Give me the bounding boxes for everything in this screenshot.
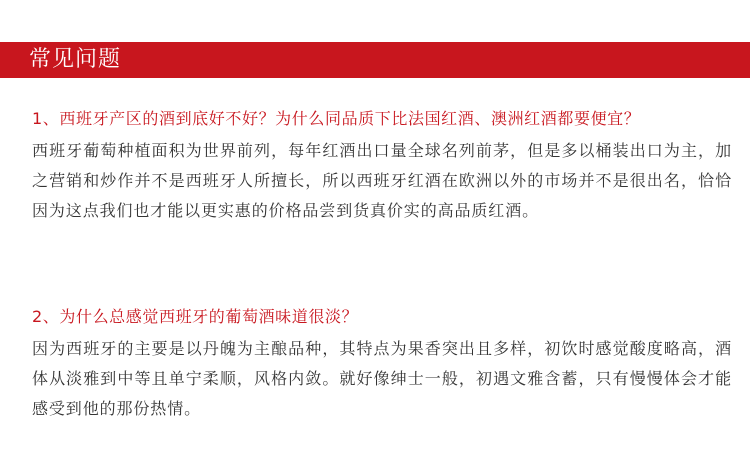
faq-question: 2、为什么总感觉西班牙的葡萄酒味道很淡？ [32, 307, 359, 326]
faq-item [32, 106, 732, 226]
section-header-bar [0, 42, 750, 78]
faq-question: 1、西班牙产区的酒到底好不好？为什么同品质下比法国红酒、澳洲红酒都要便宜？ [32, 109, 641, 128]
faq-answer: 西班牙葡萄种植面积为世界前列，每年红酒出口量全球名列前茅，但是多以桶装出口为主，加之营销和炒作并不是西班牙人所擅长，所以西班牙红酒在欧洲以外的市场并不是很出名，恰恰因为这点我们也才能以更实惠的价格品尝到货真价实的高品质红酒。 [32, 141, 732, 220]
faq-answer: 因为西班牙的主要是以丹魄为主酿品种，其特点为果香突出且多样，初饮时感觉酸度略高，酒体从淡雅到中等且单宁柔顺，风格内敛。就好像绅士一般，初遇文雅含蓄，只有慢慢体会才能感受到他的那份热情。 [32, 339, 732, 418]
section-title: 常见问题 [29, 47, 122, 72]
faq-item [32, 304, 732, 424]
